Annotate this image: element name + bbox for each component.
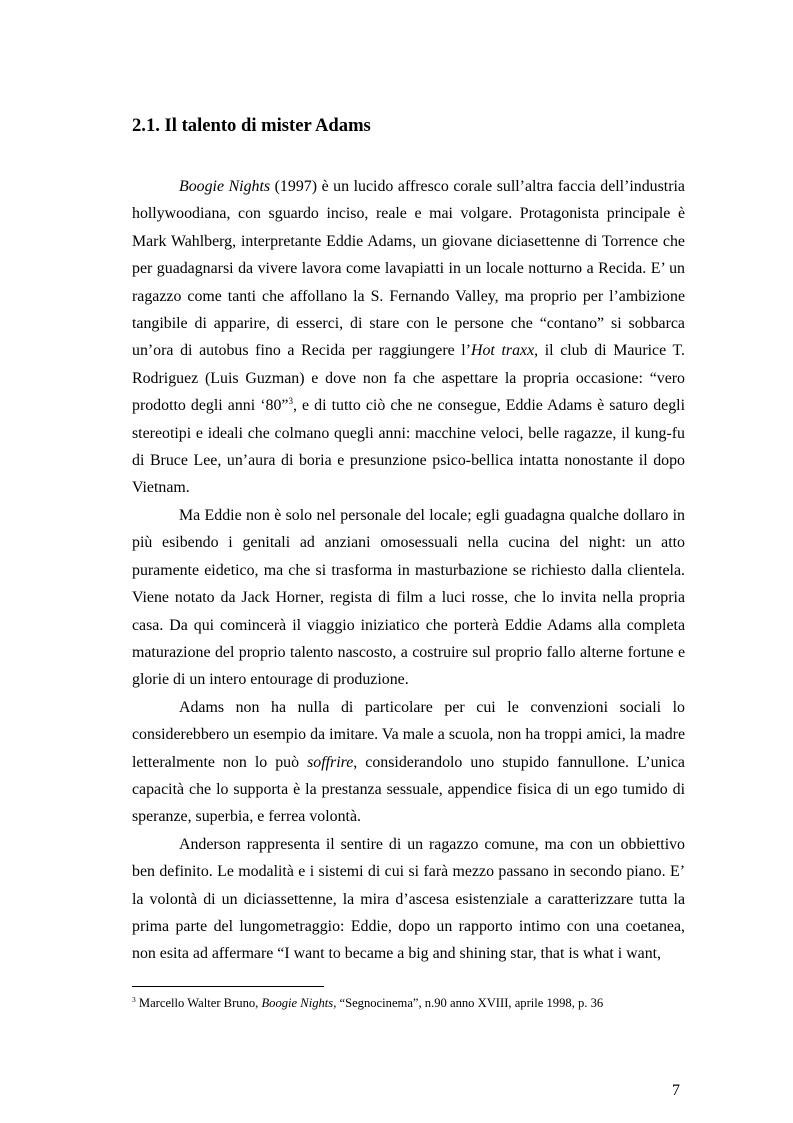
footnote-mark: 3 <box>132 995 136 1004</box>
footnote-title: Boogie Nights <box>261 996 334 1010</box>
footnote-text: Marcello Walter Bruno, <box>135 996 262 1010</box>
footnote-divider <box>132 986 324 987</box>
paragraph-text: , e di tutto ciò che ne consegue, Eddie Adams è saturo degli stereotipi e ideali che colmano quegli anni: macchine veloci, belle ragazze, il kung-fu di Bruce Lee, un’aura di boria e presunzione psico-bellica intatta nonostante il dopo Vietnam. <box>132 397 685 497</box>
section-heading: 2.1. Il talento di mister Adams <box>132 115 371 136</box>
paragraph-text: (1997) è un lucido affresco corale sull’altra faccia dell’industria hollywoodiana, con sguardo inciso, reale e mai volgare. Protagonista principale è Mark Wahlberg, interpretante Eddie Adams, un giovane diciasettenne di Torrence che per guadagnarsi da vivere lavora come lavapiatti in un locale notturno a Recida. E’ un ragazzo come tanti che affollano la S. Fernando Valley, ma proprio per l’ambizione tangibile di apparire, di esserci, di stare con le persone che “contano” si sobbarca un’ora di autobus fino a Recida per raggiungere l’ <box>132 178 685 360</box>
paragraph-text: , il club di Maurice T. Rodriguez (Luis Guzman) e dove non fa che aspettare la propria occasione: “vero prodotto degli anni ‘80” <box>132 342 685 415</box>
footnote-text: , “Segnocinema”, n.90 anno XVIII, aprile 1998, p. 36 <box>333 996 604 1010</box>
footnote <box>132 995 603 1011</box>
paragraph-text: Adams non ha nulla di particolare per cui le convenzioni sociali lo considerebbero un esempio da imitare. Va male a scuola, non ha troppi amici, la madre letteralmente non lo può <box>132 698 685 771</box>
paragraph-text: , considerandolo uno stupido fannullone. L’unica capacità che lo supporta è la prestanza sessuale, appendice fisica di un ego tumido di speranze, superbia, e ferrea volontà. <box>132 753 685 826</box>
paragraph <box>132 173 685 502</box>
page-number: 7 <box>672 1082 680 1099</box>
footnote-ref: 3 <box>288 396 293 407</box>
club-name: Hot traxx <box>471 342 535 360</box>
paragraph: Ma Eddie non è solo nel personale del locale; egli guadagna qualche dollaro in più esibendo i genitali ad anziani omosessuali nella cucina del night: un atto puramente eidetico, ma che si trasforma in masturbazione se richiesto dalla clientela. Viene notato da Jack Horner, regista di film a luci rosse, che lo invita nella propria casa. Da qui comincerà il viaggio iniziatico che porterà Eddie Adams alla completa maturazione del proprio talento nascosto, a costruire sul proprio fallo alterne fortune e glorie di un intero entourage di produzione. <box>132 506 685 689</box>
body-text <box>132 173 685 968</box>
paragraph <box>132 694 685 831</box>
film-title: Boogie Nights <box>179 178 271 195</box>
paragraph: Anderson rappresenta il sentire di un ragazzo comune, ma con un obbiettivo ben definito. Le modalità e i sistemi di cui si farà mezzo passano in secondo piano. E’ la volontà di un diciassettenne, la mira d’ascesa esistenziale a caratterizzare tutta la prima parte del lungometraggio: Eddie, dopo un rapporto intimo con una coetanea, non esita ad affermare “I want to became a big and shining star, that is what i want, <box>132 835 685 963</box>
emphasis: soffrire <box>307 753 354 771</box>
